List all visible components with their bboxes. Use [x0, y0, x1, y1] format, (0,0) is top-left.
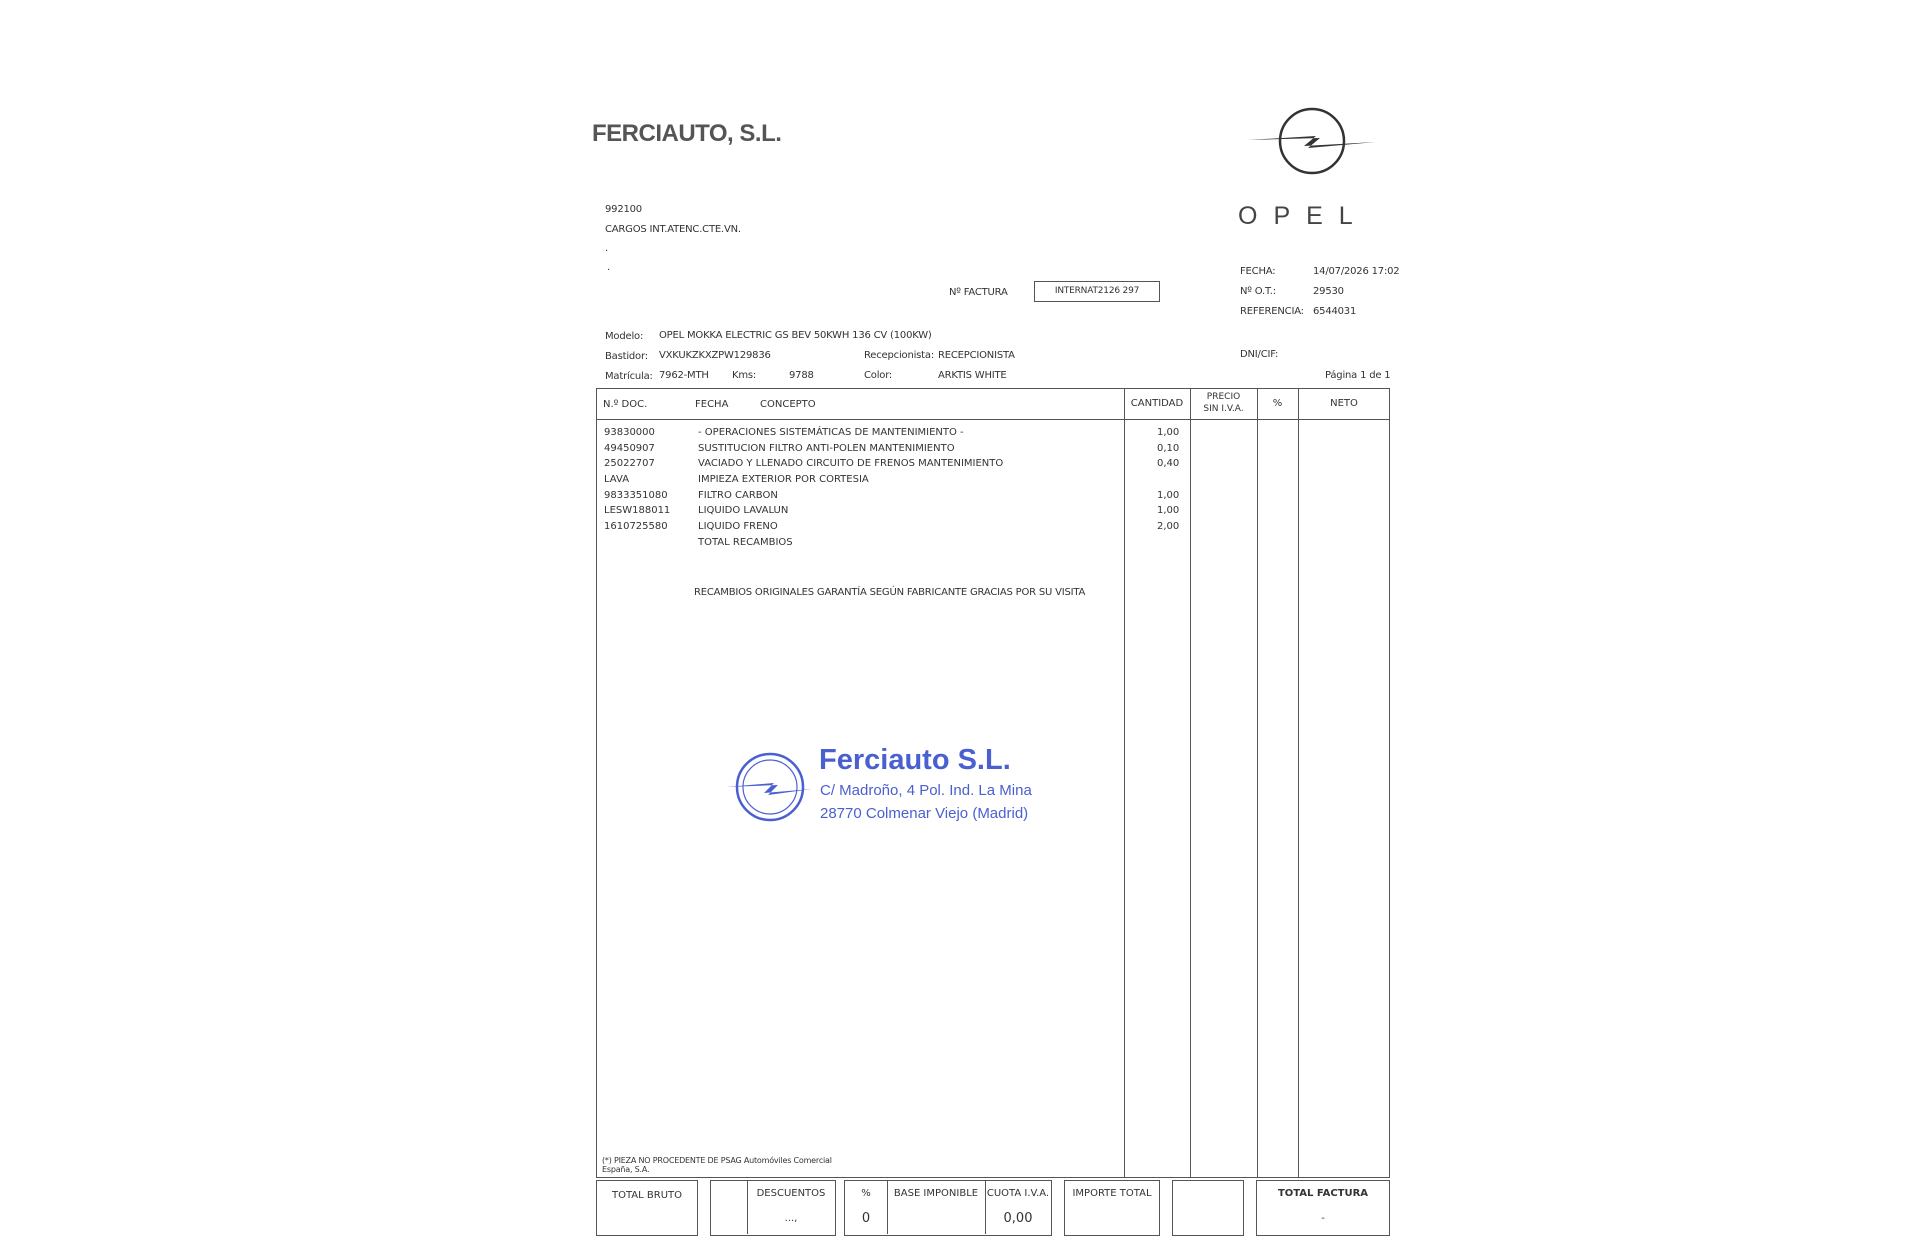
row-cantidad: 1,00 — [1157, 427, 1180, 438]
total-bruto-label: TOTAL BRUTO — [611, 1190, 682, 1201]
invoice-label: Nº FACTURA — [949, 287, 1008, 298]
row-concepto: LIQUIDO FRENO — [698, 521, 778, 533]
col-divider-cantidad — [1124, 388, 1125, 1178]
descuentos-cell — [710, 1180, 836, 1236]
row-cantidad: 0,40 — [1157, 458, 1180, 470]
fecha-value: 14/07/2026 17:02 — [1313, 266, 1400, 277]
row-doc: 9833351080 — [604, 489, 668, 501]
importe-total-label: IMPORTE TOTAL — [1072, 1188, 1152, 1199]
row-concepto: FILTRO CARBON — [698, 489, 778, 501]
fecha-label: FECHA: — [1240, 266, 1276, 277]
stamp-city: 28770 Colmenar Viejo (Madrid) — [820, 805, 1029, 822]
ot-label: Nº O.T.: — [1240, 286, 1276, 297]
pct-label: % — [861, 1188, 871, 1199]
client-line4: . — [607, 262, 610, 273]
referencia-value: 6544031 — [1313, 306, 1357, 317]
warranty-note: RECAMBIOS ORIGINALES GARANTÍA SEGÚN FABRICANTE GRACIAS POR SU VISITA — [694, 587, 1086, 598]
opel-logo-icon — [1246, 106, 1386, 176]
color-value: ARKTIS WHITE — [938, 370, 1007, 381]
importe-total-cell — [1064, 1180, 1160, 1236]
row-concepto: TOTAL RECAMBIOS — [698, 536, 793, 548]
row-doc: LESW188011 — [604, 505, 671, 517]
descuentos-value: ..., — [784, 1213, 798, 1224]
header-concepto: CONCEPTO — [760, 399, 816, 410]
iva-cell — [844, 1180, 1052, 1236]
header-neto: NETO — [1330, 398, 1358, 409]
referencia-label: REFERENCIA: — [1240, 306, 1304, 317]
modelo-label: Modelo: — [605, 331, 644, 342]
row-cantidad: 1,00 — [1157, 505, 1180, 517]
ot-value: 29530 — [1313, 286, 1344, 297]
kms-label: Kms: — [732, 370, 757, 381]
bastidor-label: Bastidor: — [605, 351, 648, 362]
row-doc: 1610725580 — [604, 521, 668, 533]
recepcionista-label: Recepcionista: — [864, 350, 934, 361]
footnote-line1: (*) PIEZA NO PROCEDENTE DE PSAG Automóviles Comercial — [602, 1156, 832, 1165]
total-factura-cell — [1256, 1180, 1390, 1236]
row-concepto: LIQUIDO LAVALUN — [698, 505, 789, 517]
row-cantidad: 2,00 — [1157, 521, 1180, 533]
recepcionista-value: RECEPCIONISTA — [938, 350, 1015, 361]
total-bruto-cell — [596, 1180, 698, 1236]
header-pct: % — [1272, 398, 1283, 409]
company-name: FERCIAUTO, S.L. — [592, 120, 782, 147]
modelo-value: OPEL MOKKA ELECTRIC GS BEV 50KWH 136 CV (100KW) — [659, 330, 932, 341]
color-label: Color: — [864, 370, 893, 381]
row-cantidad: 0,10 — [1157, 442, 1180, 454]
total-factura-value: - — [1321, 1213, 1325, 1224]
col-divider-precio — [1190, 388, 1191, 1178]
invoice-number-box — [1034, 281, 1160, 302]
row-concepto: SUSTITUCION FILTRO ANTI-POLEN MANTENIMIENTO — [698, 442, 955, 454]
kms-value: 9788 — [789, 370, 814, 381]
dni-label: DNI/CIF: — [1240, 349, 1279, 360]
header-doc: N.º DOC. — [603, 399, 648, 410]
row-concepto: - OPERACIONES SISTEMÁTICAS DE MANTENIMIENTO - — [698, 427, 964, 438]
col-divider-pct — [1257, 388, 1258, 1178]
footnote-line2: España, S.A. — [602, 1165, 650, 1174]
row-doc: 25022707 — [604, 458, 655, 470]
header-sin-iva: SIN I.V.A. — [1203, 404, 1244, 414]
stamp-company: Ferciauto S.L. — [819, 744, 1011, 776]
row-doc: 93830000 — [604, 427, 655, 438]
stamp-logo-icon — [724, 749, 814, 825]
header-fecha: FECHA — [695, 399, 729, 410]
matricula-value: 7962-MTH — [659, 370, 709, 381]
header-cantidad: CANTIDAD — [1130, 398, 1184, 409]
stamp-address: C/ Madroño, 4 Pol. Ind. La Mina — [820, 782, 1032, 799]
brand-name: OPEL — [1238, 202, 1369, 230]
row-doc: LAVA — [604, 474, 630, 486]
client-code: 992100 — [605, 204, 642, 215]
page-indicator: Página 1 de 1 — [1325, 370, 1391, 381]
cuota-iva-label: CUOTA I.V.A. — [986, 1188, 1050, 1199]
cuota-iva-value: 0,00 — [1003, 1211, 1033, 1226]
invoice-number: INTERNAT2126 297 — [1054, 286, 1140, 296]
row-doc: 49450907 — [604, 442, 655, 454]
col-divider-neto — [1298, 388, 1299, 1178]
blank-total-cell — [1172, 1180, 1244, 1236]
pct-value: 0 — [861, 1211, 871, 1226]
matricula-label: Matrícula: — [605, 371, 653, 382]
bastidor-value: VXKUKZKXZPW129836 — [659, 350, 771, 361]
table-header-divider — [596, 419, 1390, 420]
header-precio: PRECIO — [1206, 392, 1241, 402]
base-imponible-label: BASE IMPONIBLE — [893, 1188, 979, 1199]
row-cantidad: 1,00 — [1157, 489, 1180, 501]
row-concepto: VACIADO Y LLENADO CIRCUITO DE FRENOS MANTENIMIENTO — [698, 458, 1004, 470]
row-concepto: IMPIEZA EXTERIOR POR CORTESIA — [698, 474, 869, 486]
client-line3: . — [605, 243, 608, 254]
descuentos-label: DESCUENTOS — [756, 1188, 826, 1199]
total-factura-label: TOTAL FACTURA — [1277, 1188, 1369, 1199]
client-name: CARGOS INT.ATENC.CTE.VN. — [605, 224, 741, 235]
